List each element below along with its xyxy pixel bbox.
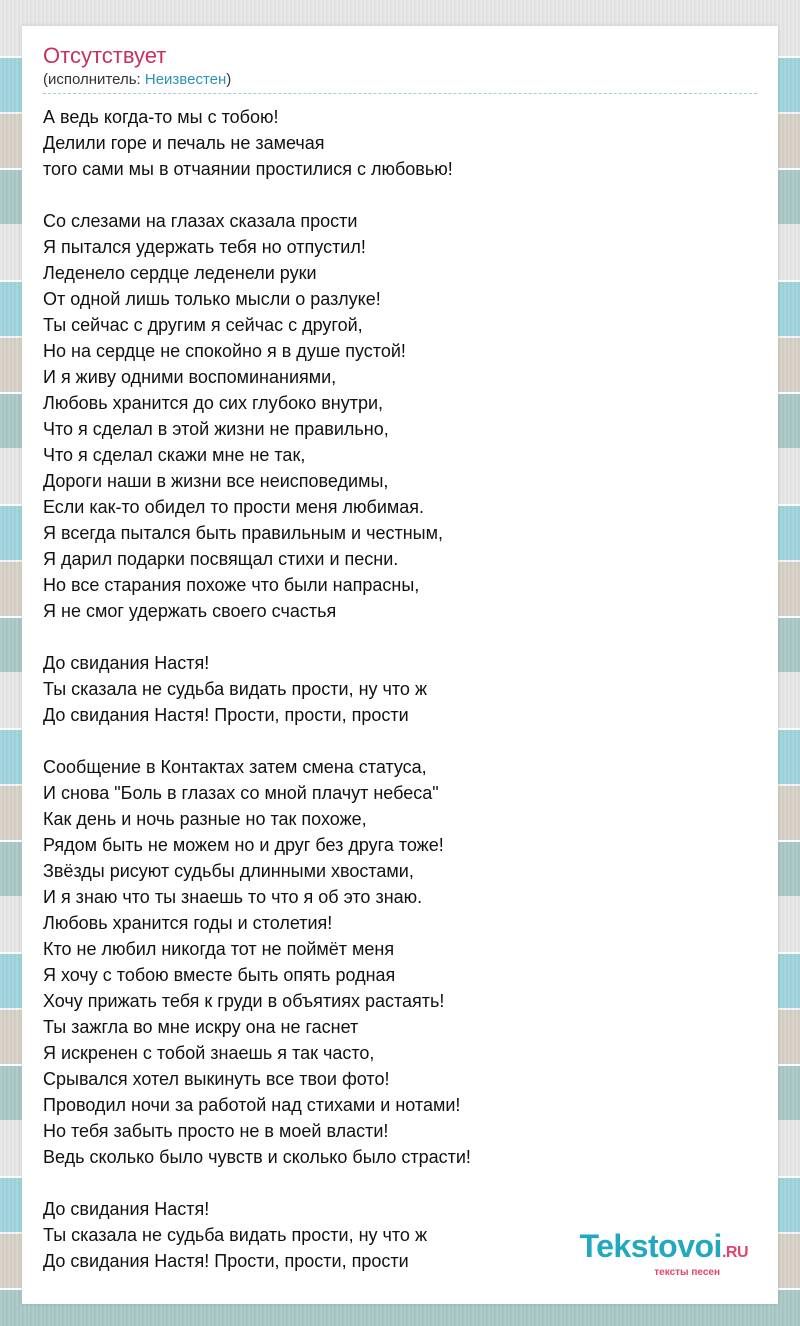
song-title: Отсутствует bbox=[43, 43, 167, 68]
artist-link[interactable]: Неизвестен bbox=[144, 71, 227, 88]
site-logo[interactable] bbox=[579, 1230, 748, 1278]
logo-domain: .RU bbox=[721, 1244, 748, 1261]
artist-line bbox=[43, 70, 757, 94]
artist-suffix: ) bbox=[226, 71, 232, 88]
lyrics-card bbox=[22, 26, 778, 1304]
logo-main-text: Tekstovoi bbox=[579, 1228, 722, 1264]
artist-prefix: (исполнитель: bbox=[43, 71, 145, 88]
lyrics-text: А ведь когда-то мы с тобою! Делили горе и печаль не замечая того сами мы в отчаянии простилися с любовью! Со слезами на глазах сказала прости Я пытался удержать тебя но отпустил! Леденело сердце леденели руки От одной лишь только мысли о разлуке! Ты сейчас с другим я сейчас с другой, Но на сердце не спокойно я в душе пустой! И я живу одними воспоминаниями, Любовь хранится до сих глубоко внутри, Что я сделал в этой жизни не правильно, Что я сделал скажи мне не так, Дороги наши в жизни все неисповедимы, Если как-то обидел то прости меня любимая. Я всегда пытался быть правильным и честным, Я дарил подарки посвящал стихи и песни. Но все старания похоже что были напрасны, Я не смог удержать своего счастья До свидания Настя! Ты сказала не судьба видать прости, ну что ж До свидания Настя! Прости, прости, прости Сообщение в Контактах затем смена статуса, И снова "Боль в глазах со мной плачут небеса" Как день и ночь разные но так похоже, Рядом быть не можем но и друг без друга тоже! Звёзды рисуют судьбы длинными хвостами, И я знаю что ты знаешь то что я об это знаю. Любовь хранится годы и столетия! Кто не любил никогда тот не поймёт меня Я хочу с тобою вместе быть опять родная Хочу прижать тебя к груди в объятиях растаять! Ты зажгла во мне искру она не гаснет Я искренен с тобой знаешь я так часто, Срывался хотел выкинуть все твои фото! Проводил ночи за работой над стихами и нотами! Но тебя забыть просто не в моей власти! Ведь сколько было чувств и сколько было страсти! До свидания Настя! Ты сказала не судьба видать прости, ну что ж До свидания Настя! Прости, прости, прости bbox=[43, 107, 471, 1271]
logo-subtitle: тексты песен bbox=[654, 1267, 720, 1278]
